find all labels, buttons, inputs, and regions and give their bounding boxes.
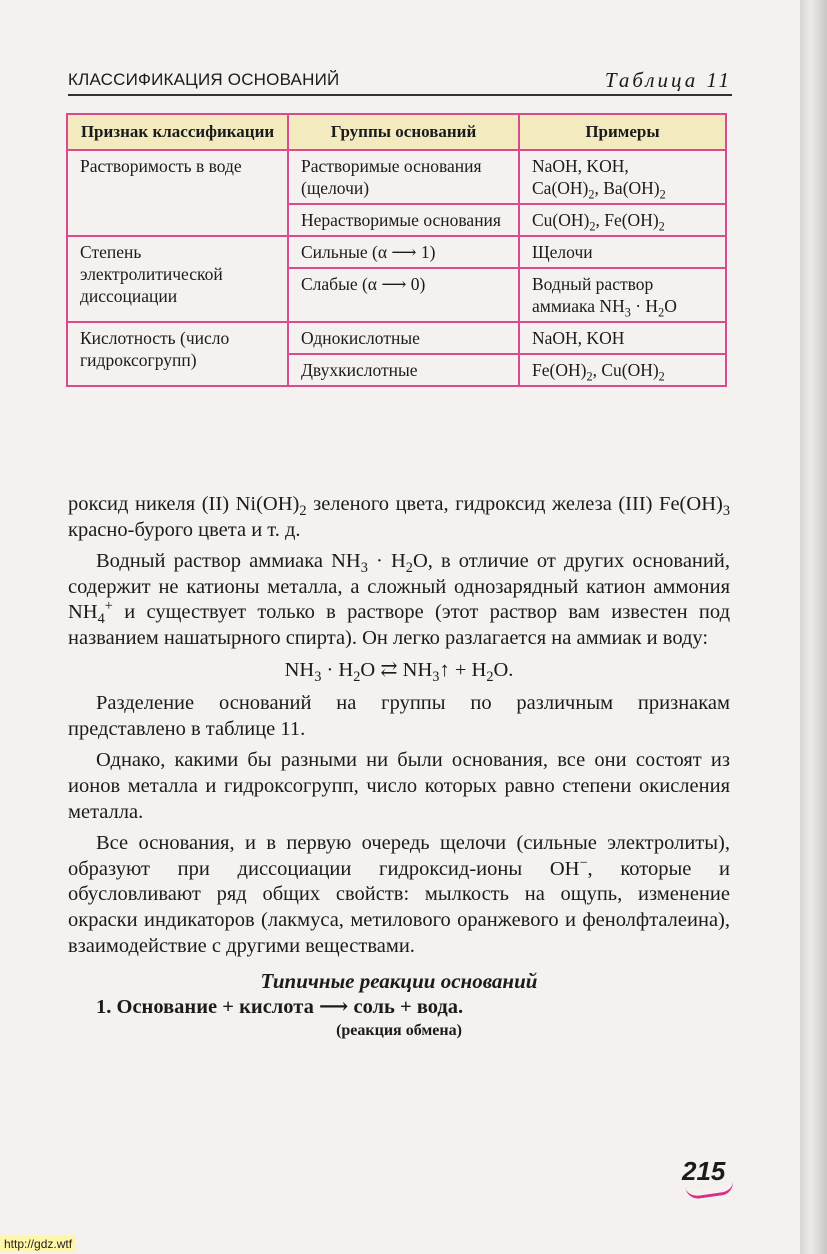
examples-cell: Щелочи (519, 236, 726, 268)
paragraph: Водный раствор аммиака $NH_3 \cdot H_2O$, в отличие от других оснований, содержит не катионы металла, а сложный однозарядный катион аммония $NH_4^+$ и существует только в растворе (этот раствор вам известен под названием нашатырного спирта). Он легко разлагается на аммиак и воду: (68, 550, 730, 649)
table-row (67, 322, 726, 354)
paragraph: роксид никеля (II) $Ni(OH)_2$ зеленого цвета, гидроксид железа (III) $Fe(OH)_3$ красно-бурого цвета и т. д. (68, 493, 730, 541)
table-caption: Таблица 11 (604, 68, 732, 92)
paragraph: Все основания, и в первую очередь щелочи (сильные электролиты), образуют при диссоциации гидроксид-ионы OH−, которые и обусловливают ряд общих свойств: мылкость на ощупь, изменение окраски индикаторов (лакмуса, метилового оранжевого и фенолфталеина), взаимодействие с другими веществами. (68, 832, 730, 957)
group-cell: Сильные (α ⟶ 1) (288, 236, 519, 268)
table-row (67, 150, 726, 204)
header-title: КЛАССИФИКАЦИЯ ОСНОВАНИЙ (68, 70, 340, 89)
paragraph: Однако, какими бы разными ни были основания, все они состоят из ионов металла и гидроксогрупп, число которых равно степени окисления металла. (68, 749, 730, 823)
header-examples: Примеры (519, 114, 726, 150)
criterion-cell: Степень электролитической диссоциации (67, 236, 288, 322)
examples-cell: NaOH, KOH, $Ca(OH)_2$, $Ba(OH)_2$ (519, 150, 726, 204)
group-cell: Нерастворимые основания (288, 204, 519, 236)
table-header-row (67, 114, 726, 150)
section-title: Типичные реакции оснований (260, 969, 538, 994)
group-cell: Однокислотные (288, 322, 519, 354)
reaction-type: (реакция обмена) (336, 1022, 462, 1040)
table-row (67, 236, 726, 268)
book-spine (800, 0, 827, 1254)
examples-cell: $Cu(OH)_2$, $Fe(OH)_2$ (519, 204, 726, 236)
group-cell: Двухкислотные (288, 354, 519, 386)
classification-table (66, 113, 727, 387)
page-number: 215 (682, 1156, 726, 1186)
body-text (68, 492, 730, 1044)
reaction-rule: 1. Основание + кислота ⟶ соль + вода. (96, 995, 464, 1018)
criterion-cell: Кислотность (число гидроксогрупп) (67, 322, 288, 386)
group-cell: Растворимые основания (щелочи) (288, 150, 519, 204)
group-cell: Слабые (α ⟶ 0) (288, 268, 519, 322)
paragraph: Разделение оснований на группы по различным признакам представлено в таблице 11. (68, 692, 730, 740)
examples-cell: $Fe(OH)_2$, $Cu(OH)_2$ (519, 354, 726, 386)
page-header (68, 66, 732, 96)
header-groups: Группы оснований (288, 114, 519, 150)
examples-cell: NaOH, KOH (519, 322, 726, 354)
examples-cell: Водный раствор аммиака $NH_3 \cdot H_2O$ (519, 268, 726, 322)
header-criterion: Признак классификации (67, 114, 288, 150)
criterion-cell: Растворимость в воде (67, 150, 288, 236)
equation: $NH_3 \cdot H_2O$ ⇄ $NH_3↑ + H_2O$. (284, 658, 514, 685)
watermark-link[interactable]: http://gdz.wtf (0, 1236, 76, 1252)
